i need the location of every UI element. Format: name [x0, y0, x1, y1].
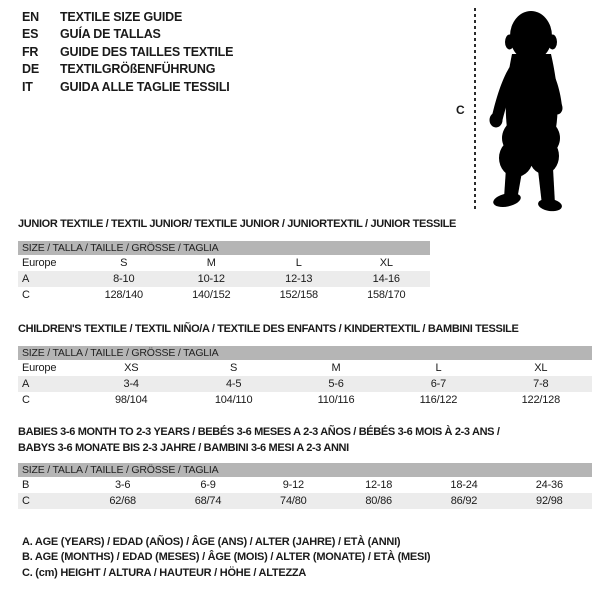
age-cell: 10-12 [197, 273, 225, 285]
size-cell: XL [534, 362, 548, 374]
language-title-list [22, 9, 233, 96]
language-title-it: GUIDA ALLE TAGLIE TESSILI [60, 79, 230, 94]
age-cell: 6-9 [200, 479, 216, 491]
row-label: C [22, 289, 30, 301]
age-cell: 5-6 [328, 378, 344, 390]
age-cell: 14-16 [372, 273, 400, 285]
row-label: A [22, 378, 30, 390]
table-row [18, 271, 430, 287]
age-cell: 12-13 [285, 273, 313, 285]
height-cell: 68/74 [194, 495, 222, 507]
baby-silhouette-icon [481, 8, 579, 212]
height-cell: 116/122 [419, 394, 458, 406]
children-size-table [18, 346, 592, 408]
age-cell: 12-18 [365, 479, 393, 491]
size-cell: S [230, 362, 238, 374]
babies-title-line1: BABIES 3-6 MONTH TO 2-3 YEARS / BEBÉS 3-6 MESES A 2-3 AÑOS / BÉBÉS 3-6 MOIS À 2-3 ANS / [18, 426, 500, 438]
height-cell: 110/116 [317, 394, 355, 406]
row-label: Europe [22, 362, 57, 374]
table-row [18, 360, 592, 376]
size-cell: XS [124, 362, 139, 374]
height-cell: 92/98 [536, 495, 563, 507]
footnote-a: A. AGE (YEARS) / EDAD (AÑOS) / ÂGE (ANS) / ALTER (JAHRE) / ETÀ (ANNI) [22, 536, 401, 548]
row-label: B [22, 479, 30, 491]
language-code-fr: FR [22, 44, 39, 59]
language-row-es [22, 26, 233, 43]
language-row-de [22, 61, 233, 78]
age-cell: 9-12 [282, 479, 304, 491]
footnote-c: C. (cm) HEIGHT / ALTURA / HAUTEUR / HÖHE / ALTEZZA [22, 566, 307, 579]
language-code-it: IT [22, 79, 33, 94]
table-row [18, 392, 592, 408]
size-cell: M [206, 257, 216, 269]
age-cell: 7-8 [533, 378, 549, 390]
footnote-b: B. AGE (MONTHS) / EDAD (MESES) / ÂGE (MOIS) / ALTER (MONATE) / ETÀ (MESI) [22, 551, 431, 564]
language-code-de: DE [22, 62, 39, 77]
table-row [18, 255, 430, 271]
age-cell: 24-36 [535, 479, 563, 491]
junior-size-table [18, 241, 430, 303]
size-cell: S [120, 257, 128, 269]
height-cell: 128/140 [104, 289, 143, 301]
babies-title-line2: BABYS 3-6 MONATE BIS 2-3 JAHRE / BAMBINI 3-6 MESI A 2-3 ANNI [18, 442, 349, 454]
size-cell: L [295, 257, 302, 269]
size-cell: L [435, 362, 442, 374]
row-label: C [22, 394, 30, 406]
language-row-fr [22, 44, 233, 61]
age-cell: 3-4 [123, 378, 139, 390]
junior-size-header: SIZE / TALLA / TAILLE / GRÖSSE / TAGLIA [18, 241, 430, 255]
height-cell: 80/86 [365, 495, 392, 507]
height-measure-dashed-line [474, 8, 476, 209]
size-cell: XL [379, 257, 393, 269]
table-row [18, 493, 592, 509]
height-cell: 122/128 [521, 394, 561, 406]
babies-size-table [18, 463, 592, 509]
language-code-en: EN [22, 10, 39, 24]
junior-section-title: JUNIOR TEXTILE / TEXTIL JUNIOR/ TEXTILE JUNIOR / JUNIORTEXTIL / JUNIOR TESSILE [18, 218, 457, 230]
footnotes [22, 535, 430, 581]
language-row-en [22, 9, 233, 26]
height-cell: 158/170 [367, 289, 406, 301]
language-title-fr: GUIDE DES TAILLES TEXTILE [60, 44, 234, 59]
language-title-es: GUÍA DE TALLAS [60, 27, 161, 42]
height-cell: 140/152 [192, 289, 231, 301]
age-cell: 18-24 [450, 479, 478, 491]
language-title-de: TEXTILGRÖßENFÜHRUNG [60, 62, 216, 77]
height-cell: 62/68 [109, 495, 136, 507]
row-label: C [22, 495, 30, 507]
table-row [18, 376, 592, 392]
language-row-it [22, 79, 233, 96]
height-cell: 86/92 [450, 495, 478, 507]
language-code-es: ES [22, 27, 39, 42]
language-title-en: TEXTILE SIZE GUIDE [60, 10, 183, 24]
age-cell: 6-7 [430, 378, 447, 390]
children-size-header: SIZE / TALLA / TAILLE / GRÖSSE / TAGLIA [18, 346, 592, 360]
size-cell: M [331, 362, 341, 374]
height-cell: 74/80 [280, 495, 307, 507]
row-label: A [22, 273, 30, 285]
row-label: Europe [22, 257, 57, 269]
table-row [18, 477, 592, 493]
age-cell: 4-5 [225, 378, 242, 390]
height-cell: 104/110 [214, 394, 253, 406]
height-cell: 98/104 [114, 394, 148, 406]
babies-section-title [18, 424, 500, 456]
children-section-title: CHILDREN'S TEXTILE / TEXTIL NIÑO/A / TEXTILE DES ENFANTS / KINDERTEXTIL / BAMBINI TESSILE [18, 323, 519, 335]
table-row [18, 287, 430, 303]
age-cell: 3-6 [115, 479, 131, 491]
height-measure-label: C [456, 103, 465, 117]
age-cell: 8-10 [113, 273, 135, 285]
babies-size-header: SIZE / TALLA / TAILLE / GRÖSSE / TAGLIA [18, 463, 592, 477]
height-cell: 152/158 [279, 289, 318, 301]
